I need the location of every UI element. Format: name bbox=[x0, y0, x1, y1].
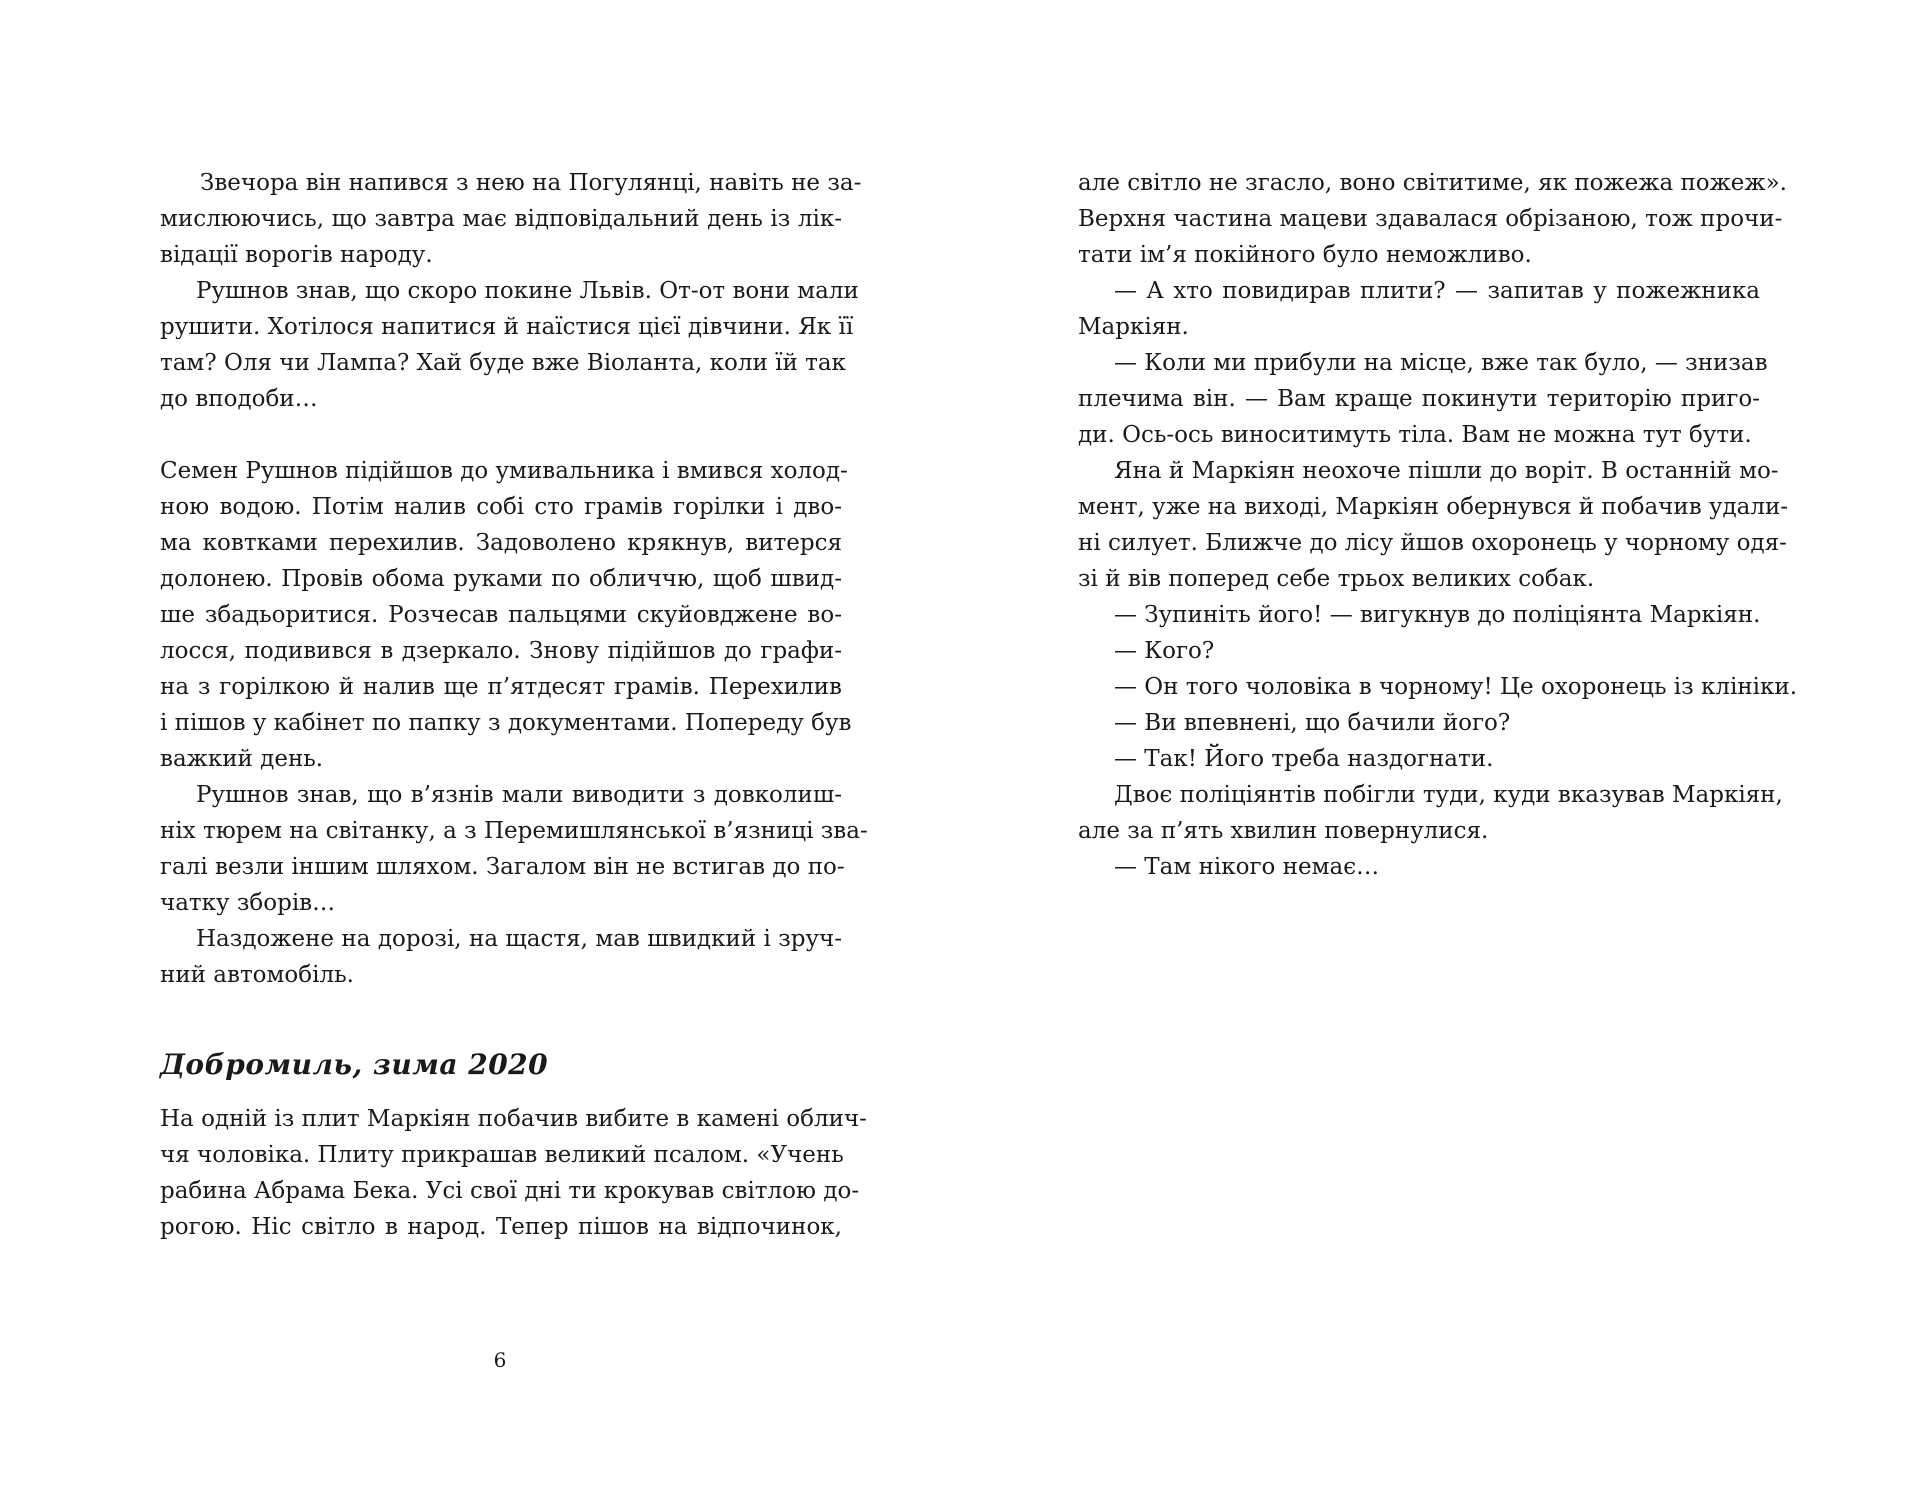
section-gap bbox=[160, 993, 842, 1029]
text-line: — Он того чоловіка в чорному! Це охоронець із клініки. bbox=[1114, 674, 1798, 700]
text-line: ні силует. Ближче до лісу йшов охоронець у чорному одя- bbox=[1078, 530, 1787, 556]
paragraph-gap bbox=[160, 417, 842, 453]
text-line: але за п’ять хвилин повернулися. bbox=[1078, 818, 1489, 844]
text-line: Двоє поліціянтів побігли туди, куди вказував Маркіян, bbox=[1114, 782, 1783, 808]
text-line: Яна й Маркіян неохоче пішли до воріт. В останній мо- bbox=[1114, 458, 1779, 484]
text-line: ше збадьоритися. Розчесав пальцями скуйовджене во- bbox=[160, 602, 842, 628]
text-line: ма ковтками перехилив. Задоволено крякнув, витерся bbox=[160, 530, 842, 556]
text-line: Звечора він напився з нею на Погулянці, навіть не за- bbox=[200, 170, 862, 196]
text-line: — Там нікого немає… bbox=[1114, 854, 1380, 880]
text-line: лосся, подивився в дзеркало. Знову підійшов до графи- bbox=[160, 638, 842, 664]
text-line: ною водою. Потім налив собі сто грамів горілки і дво- bbox=[160, 494, 842, 520]
text-line: Рушнов знав, що скоро покине Львів. От-от вони мали bbox=[196, 278, 859, 304]
text-line: рогою. Ніс світло в народ. Тепер пішов на відпочинок, bbox=[160, 1214, 842, 1240]
text-line: плечима він. — Вам краще покинути територію приго- bbox=[1078, 386, 1760, 412]
text-line: чатку зборів… bbox=[160, 890, 336, 916]
text-line: чя чоловіка. Плиту прикрашав великий псалом. «Учень bbox=[160, 1142, 844, 1168]
right-page-text bbox=[1078, 165, 1798, 885]
left-page-text bbox=[160, 165, 868, 1245]
text-line: Рушнов знав, що в’язнів мали виводити з довколиш- bbox=[196, 782, 842, 808]
text-line: відації ворогів народу. bbox=[160, 242, 433, 268]
page-number: 6 bbox=[493, 1348, 507, 1372]
text-line: галі везли іншим шляхом. Загалом він не встигав до по- bbox=[160, 854, 845, 880]
text-line: важкий день. bbox=[160, 746, 324, 772]
text-line: ніх тюрем на світанку, а з Перемишлянської в’язниці зва- bbox=[160, 818, 868, 844]
text-line: Семен Рушнов підійшов до умивальника і вмився холод- bbox=[160, 458, 848, 484]
text-line: але світло не згасло, воно світитиме, як пожежа пожеж». bbox=[1078, 170, 1787, 196]
text-line: і пішов у кабінет по папку з документами. Попереду був bbox=[160, 710, 852, 736]
text-line: — Ви впевнені, що бачили його? bbox=[1114, 710, 1511, 736]
text-line: рабина Абрама Бека. Усі свої дні ти крокував світлою до- bbox=[160, 1178, 860, 1204]
text-line: Наздожене на дорозі, на щастя, мав швидкий і зруч- bbox=[196, 926, 842, 952]
text-line: до вподоби… bbox=[160, 386, 318, 412]
text-line: — Кого? bbox=[1114, 638, 1215, 664]
text-line: На одній із плит Маркіян побачив вибите в камені облич- bbox=[160, 1106, 867, 1132]
text-line: — Так! Його треба наздогнати. bbox=[1114, 746, 1494, 772]
text-line: мислюючись, що завтра має відповідальний день із лік- bbox=[160, 206, 842, 232]
text-line: зі й вів поперед себе трьох великих собак. bbox=[1078, 566, 1595, 592]
text-line: ний автомобіль. bbox=[160, 962, 354, 988]
text-line: рушити. Хотілося напитися й наїстися цієї дівчини. Як її bbox=[160, 314, 854, 340]
text-line: мент, уже на виході, Маркіян обернувся й побачив удали- bbox=[1078, 494, 1789, 520]
section-heading: Добромиль, зима 2020 bbox=[160, 1048, 549, 1081]
text-line: там? Оля чи Лампа? Хай буде вже Віоланта, коли їй так bbox=[160, 350, 846, 376]
text-line: — А хто повидирав плити? — запитав у пожежника bbox=[1114, 278, 1760, 304]
text-line: ди. Ось-ось виноситимуть тіла. Вам не можна тут бути. bbox=[1078, 422, 1752, 448]
text-line: долонею. Провів обома руками по обличчю, щоб швид- bbox=[160, 566, 842, 592]
text-line: Маркіян. bbox=[1078, 314, 1189, 340]
text-line: тати ім’я покійного було неможливо. bbox=[1078, 242, 1532, 268]
text-line: на з горілкою й налив ще п’ятдесят грамів. Перехилив bbox=[160, 674, 842, 700]
text-line: Верхня частина мацеви здавалася обрізаною, тож прочи- bbox=[1078, 206, 1783, 232]
text-line: — Зупиніть його! — вигукнув до поліціянта Маркіян. bbox=[1114, 602, 1761, 628]
text-line: — Коли ми прибули на місце, вже так було, — знизав bbox=[1114, 350, 1768, 376]
